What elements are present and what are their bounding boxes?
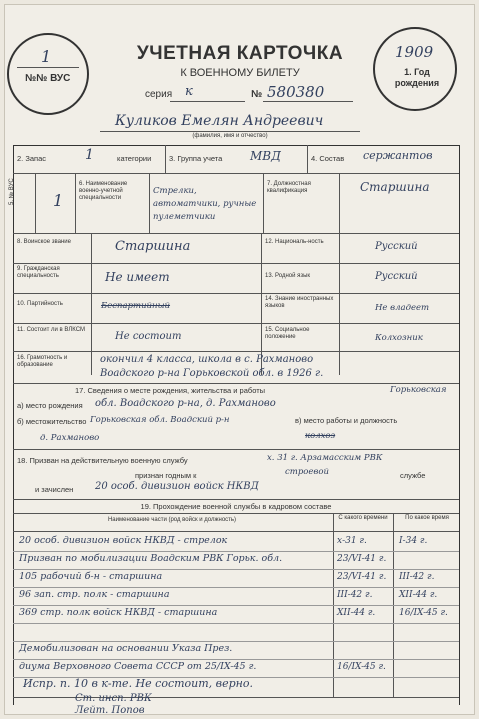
zapas-value: 1: [85, 147, 94, 163]
f16-line2: Воадского р-на Горьковской обл. в 1926 г.: [100, 368, 324, 379]
grid-line: [307, 145, 308, 173]
grid-line: [13, 449, 459, 450]
service-row-unit: 105 рабочий б-н - старшина: [19, 571, 163, 582]
f10-label: 10. Партийность: [17, 301, 63, 307]
f11-label: 11. Состоит ли в ВЛКСМ: [17, 327, 85, 333]
f16-line1: окончил 4 класса, школа в с. Рахманово: [100, 354, 314, 365]
f9-value: Не имеет: [105, 270, 170, 284]
service-row-unit: 369 стр. полк войск НКВД - старшина: [19, 607, 218, 618]
signature-line2: Лейт. Попов: [75, 705, 145, 716]
full-name-value: Куликов Емелян Андреевич: [115, 113, 324, 129]
card-subtitle: К ВОЕННОМУ БИЛЕТУ: [180, 67, 300, 79]
zapas-label: 2. Запас: [17, 154, 47, 163]
service-row-from: 23/VI-41 г.: [337, 554, 387, 564]
series-label: серия: [145, 89, 173, 100]
service-row-line: [13, 623, 459, 624]
f17-title: 17. Сведения о месте рождения, жительства и работы: [75, 386, 266, 395]
service-row-unit: Демобилизован на основании Указа През.: [19, 643, 233, 654]
registration-card: [4, 4, 475, 715]
f18-line3-label: и зачислен: [35, 485, 74, 494]
signature-line1: Ст. инсп. РВК: [75, 693, 152, 704]
f9-label: 9. Гражданская специальность: [17, 266, 60, 279]
name-underline: [100, 131, 360, 132]
f19-col-unit: Наименование части (род войск и должность): [107, 517, 237, 523]
f19-col-to: По какое время: [405, 515, 449, 521]
sostav-label: 4. Состав: [311, 154, 345, 163]
group-value: МВД: [250, 149, 281, 163]
number-underline: [263, 101, 353, 102]
grid-line: [13, 293, 459, 294]
f8-value: Старшина: [115, 239, 191, 254]
service-row-unit: 20 особ. дивизион войск НКВД - стрелок: [19, 535, 228, 546]
service-row-to: III-42 г.: [399, 572, 435, 582]
f7-value: Старшина: [360, 180, 430, 194]
number-value: 580380: [267, 83, 325, 101]
f13-label: 13. Родной язык: [265, 273, 311, 279]
birth-year-value: 1909: [395, 43, 434, 61]
service-row-line: [13, 605, 459, 606]
f17-birth-label: а) место рождения: [17, 401, 83, 410]
vus-value: 1: [53, 191, 64, 210]
f18-line1-value: х. 31 г. Арзамасским РВК: [267, 453, 383, 463]
f18-line2-label: признан годным к: [135, 471, 197, 480]
correction-note: Испр. п. 10 в к-те. Не состоит, верно.: [23, 677, 253, 690]
grid-line: [13, 323, 459, 324]
service-row-unit: Призван по мобилизации Воадским РВК Горьк. обл.: [19, 553, 283, 564]
grid-line: [13, 145, 459, 146]
service-row-line: [13, 551, 459, 552]
vus-circle-divider: [17, 67, 79, 68]
f18-line2-value: строевой: [285, 467, 329, 477]
vus-circle-number: 1: [41, 47, 52, 66]
f12-label: 12. Националь-ность: [265, 239, 324, 245]
f18-line1-label: 18. Призван на действительную военную службу: [17, 456, 188, 465]
f17-title-hand: Горьковская: [390, 385, 447, 395]
grid-line: [35, 173, 36, 233]
category-label: категории: [117, 154, 152, 163]
f18-line2-suffix: службе: [400, 471, 426, 480]
number-label: №: [251, 89, 263, 100]
f11-value: Не состоит: [115, 331, 182, 342]
grid-line: [91, 233, 92, 375]
f16-label: 16. Грамотность и образование: [17, 355, 68, 368]
f17-live-value: Горьковская обл. Воадский р-н: [90, 415, 230, 425]
grid-line: [13, 233, 459, 234]
grid-line: [339, 173, 340, 233]
f17-birth-value: обл. Воадского р-на, д. Рахманово: [95, 398, 276, 409]
service-row-from: III-42 г.: [337, 590, 373, 600]
f14-label: 14. Знание иностранных языков: [265, 296, 334, 309]
grid-line: [13, 173, 459, 174]
grid-line: [263, 173, 264, 233]
service-row-from: 23/VI-41 г.: [337, 572, 387, 582]
service-row-unit: 96 зап. стр. полк - старшина: [19, 589, 170, 600]
f17-live-label: б) местожительство: [17, 417, 87, 426]
service-row-to: 16/IX-45 г.: [399, 608, 448, 618]
group-label: 3. Группа учета: [169, 154, 223, 163]
grid-line: [13, 263, 459, 264]
f19-title: 19. Прохождение военной службы в кадровом составе: [140, 502, 332, 511]
grid-line: [13, 351, 459, 352]
grid-line: [13, 145, 14, 705]
service-row-from: х-31 г.: [337, 536, 367, 546]
sostav-value: сержантов: [363, 149, 433, 162]
grid-line: [13, 383, 459, 384]
grid-line: [13, 499, 459, 500]
f12-value: Русский: [375, 241, 418, 252]
series-value: к: [185, 84, 193, 99]
f8-label: 8. Воинское звание: [17, 239, 71, 245]
f6-label: 6. Наименование военно-учетной специальности: [79, 181, 128, 201]
series-underline: [170, 101, 245, 102]
f17-work-value: колхоз: [305, 431, 336, 441]
full-name-caption: (фамилия, имя и отчество): [192, 133, 268, 139]
service-row-line: [13, 587, 459, 588]
grid-line: [459, 145, 460, 705]
service-row-line: [13, 641, 459, 642]
grid-line: [13, 531, 459, 532]
vus-side-label: 5. № ВУС: [9, 178, 15, 205]
f7-label: 7. Должностная квалификация: [267, 181, 311, 194]
f15-value: Колхозник: [375, 333, 423, 343]
grid-line: [149, 173, 150, 233]
f13-value: Русский: [375, 271, 418, 282]
birth-year-label: 1. Год рождения: [394, 67, 440, 88]
service-row-unit: диума Верховного Совета СССР от 25/IX-45 г.: [19, 661, 257, 672]
service-row-from: 16/IX-45 г.: [337, 662, 386, 672]
f18-line3-value: 20 особ. дивизион войск НКВД: [95, 481, 259, 492]
service-row-line: [13, 569, 459, 570]
grid-line: [75, 173, 76, 233]
f14-value: Не владеет: [375, 303, 430, 313]
f19-col-from: С какого времени: [338, 515, 388, 521]
f10-value: Беспартийный: [101, 301, 171, 311]
f6-value: Стрелки, автоматчики, ручные пулеметчики: [153, 186, 257, 222]
f15-label: 15. Социальное положение: [265, 327, 310, 340]
card-title: УЧЕТНАЯ КАРТОЧКА: [136, 43, 344, 64]
grid-line: [339, 233, 340, 375]
service-row-line: [13, 659, 459, 660]
f17-live-value2: д. Рахманово: [40, 433, 100, 443]
service-row-to: I-34 г.: [399, 536, 428, 546]
service-row-from: XII-44 г.: [337, 608, 376, 618]
f17-work-label: в) место работы и должность: [295, 416, 398, 425]
vus-circle-label: №№ ВУС: [25, 73, 71, 84]
grid-line: [165, 145, 166, 173]
service-row-to: XII-44 г.: [399, 590, 438, 600]
